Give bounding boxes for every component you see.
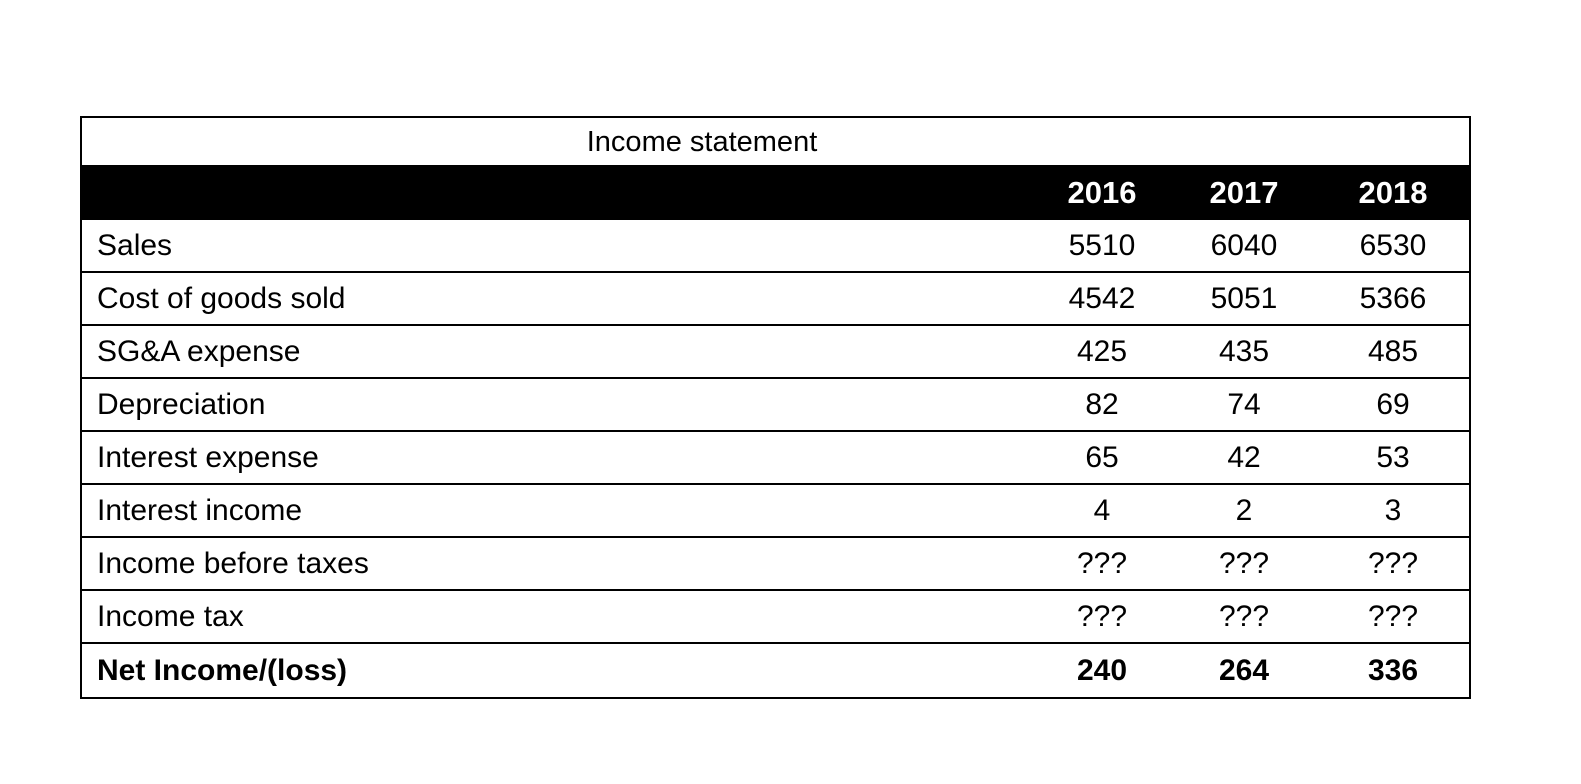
table-title-row <box>82 118 1469 165</box>
table-title-text: Income statement <box>586 126 818 158</box>
row-value-2017: 2 <box>1235 494 1253 527</box>
table-title <box>82 125 1472 159</box>
row-value-2016: ??? <box>1076 547 1128 580</box>
row-value-2017: 5051 <box>1210 282 1278 315</box>
table-row-income-tax <box>82 589 1469 642</box>
row-value-2018: 3 <box>1384 494 1402 527</box>
income-statement-table <box>80 116 1471 699</box>
row-value-2017: 42 <box>1227 441 1261 474</box>
row-value-2017: ??? <box>1218 547 1270 580</box>
row-value-2018: 6530 <box>1359 229 1427 262</box>
row-value-2018: ??? <box>1367 547 1419 580</box>
row-label: Income tax <box>97 600 244 633</box>
table-row-depreciation <box>82 377 1469 430</box>
row-label: Cost of goods sold <box>97 282 346 315</box>
row-value-2017: 435 <box>1218 335 1270 368</box>
row-label: SG&A expense <box>97 335 301 368</box>
row-value-2016: 4542 <box>1068 282 1136 315</box>
row-value-2018: 53 <box>1376 441 1410 474</box>
row-label: Interest income <box>97 494 303 527</box>
row-value-2018: 69 <box>1376 388 1410 421</box>
row-label: Interest expense <box>97 441 319 474</box>
table-row-net-income <box>82 642 1469 697</box>
row-value-2018: 5366 <box>1359 282 1427 315</box>
table-row-interest-income <box>82 483 1469 536</box>
row-value-2016: ??? <box>1076 600 1128 633</box>
year-header-2018: 2018 <box>1358 175 1428 210</box>
row-value-2016: 240 <box>1076 654 1128 687</box>
row-value-2017: 264 <box>1218 654 1270 687</box>
row-value-2016: 5510 <box>1068 229 1136 262</box>
row-value-2016: 4 <box>1093 494 1111 527</box>
row-value-2018: 485 <box>1367 335 1419 368</box>
row-label: Net Income/(loss) <box>97 654 348 687</box>
table-row-interest-expense <box>82 430 1469 483</box>
row-label: Sales <box>97 229 173 262</box>
row-value-2018: ??? <box>1367 600 1419 633</box>
row-value-2016: 82 <box>1085 388 1119 421</box>
row-value-2016: 425 <box>1076 335 1128 368</box>
row-label: Income before taxes <box>97 547 369 580</box>
table-row-sales <box>82 220 1469 271</box>
row-label: Depreciation <box>97 388 266 421</box>
year-header-2016: 2016 <box>1067 175 1137 210</box>
table-row-income-before-taxes <box>82 536 1469 589</box>
row-value-2018: 336 <box>1367 654 1419 687</box>
table-row-sga <box>82 324 1469 377</box>
row-value-2016: 65 <box>1085 441 1119 474</box>
table-row-cogs <box>82 271 1469 324</box>
row-value-2017: ??? <box>1218 600 1270 633</box>
year-header-row <box>82 165 1469 220</box>
row-value-2017: 6040 <box>1210 229 1278 262</box>
year-header-2017: 2017 <box>1209 175 1279 210</box>
row-value-2017: 74 <box>1227 388 1261 421</box>
